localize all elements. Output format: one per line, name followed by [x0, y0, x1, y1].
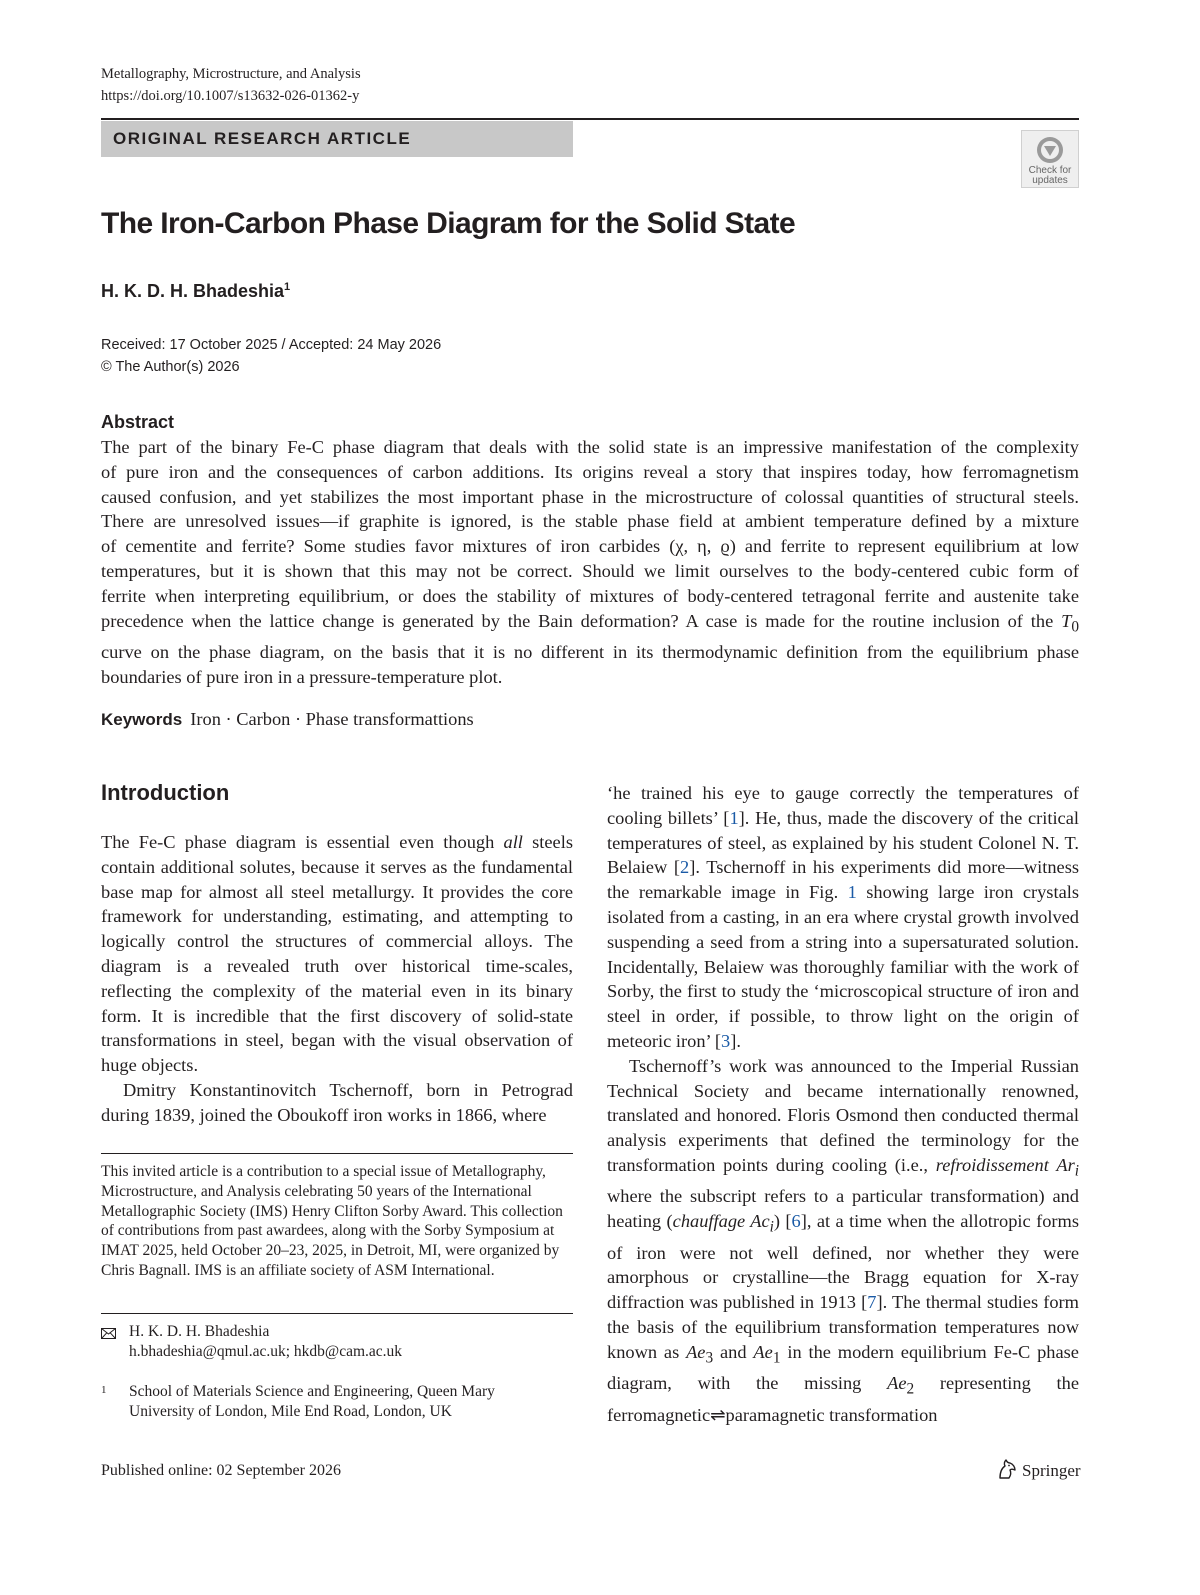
springer-logo: [996, 1458, 1081, 1484]
intro-paragraph: The Fe-C phase diagram is essential even though all steels contain additional solutes, because it serves as the fundamental base map for almost all steel metallurgy. It provides the core framework for understanding, estimating, and attempting to logically control the structures of commercial alloys. The diagram is a revealed truth over historical time-scales, reflecting the complexity of the material even in its binary form. It is incredible that the first discovery of solid-state transformations in steel, began with the visual observation of huge objects.: [101, 832, 573, 1076]
abstract-heading: Abstract: [101, 412, 175, 432]
author-affiliation-mark: 1: [284, 281, 291, 293]
abstract-line: temperatures, but it is shown that this may not be correct. Should we limit ourselves to the body-centered cubic form of: [101, 560, 1079, 581]
received-accepted-dates: Received: 17 October 2025 / Accepted: 24 May 2026: [101, 337, 442, 353]
reference-link[interactable]: 3: [721, 1030, 731, 1051]
abstract-line: curve on the phase diagram, on the basis that it is no different in its thermodynamic definition from the equilibrium phase: [101, 642, 1079, 663]
article-type-label: ORIGINAL RESEARCH ARTICLE: [101, 121, 573, 157]
abstract-body: [101, 435, 1079, 690]
intro-paragraph: Dmitry Konstantinovitch Tschernoff, born in Petrograd during 1839, joined the Oboukoff iron works in 1866, where: [101, 1079, 573, 1125]
right-column: [607, 781, 1079, 1428]
article-dates: [101, 334, 441, 378]
abstract-line: of pure iron and the consequences of carbon additions. Its origins reveal a story that inspires today, how ferromagnetism: [101, 461, 1079, 482]
special-issue-footnote: This invited article is a contribution to a special issue of Metallography, Microstructure, and Analysis celebrating 50 years of the International Metallographic Society (IMS) Henry Clifton Sorby Award. This collection of contributions from past awardees, along with the Sorby Symposium at IMAT 2025, held October 20–23, 2025, in Detroit, MI, were organized by Chris Bagnall. IMS is an affiliate society of ASM International.: [101, 1163, 563, 1279]
check-for-updates-text: Check for updates: [1028, 165, 1072, 186]
affiliation-number: 1: [101, 1384, 107, 1396]
left-column: [101, 830, 573, 1128]
keywords-label: Keywords: [101, 710, 183, 729]
author-name[interactable]: H. K. D. H. Bhadeshia: [101, 281, 285, 301]
t0-symbol: T: [1061, 610, 1072, 631]
figure-link[interactable]: 1: [847, 882, 857, 903]
abstract-line: caused confusion, and yet stabilizes the most important phase in the microstructure of colossal quantities of structural steels.: [101, 486, 1079, 507]
springer-wordmark: Springer: [1022, 1461, 1081, 1480]
affiliation-block: [101, 1382, 573, 1422]
introduction-heading: Introduction: [101, 780, 230, 805]
affiliation-line: School of Materials Science and Engineering, Queen Mary: [129, 1383, 495, 1400]
abstract-line: boundaries of pure iron in a pressure-temperature plot.: [101, 666, 503, 687]
journal-header: [101, 63, 361, 107]
abstract-line: precedence when the lattice change is generated by the Bain deformation? A case is made for the routine inclusion of the $T_0$: [101, 610, 1079, 636]
corresponding-author-emails[interactable]: h.bhadeshia@qmul.ac.uk; hkdb@cam.ac.uk: [129, 1343, 403, 1360]
check-for-updates-icon: [1035, 135, 1065, 165]
intro-paragraph: Tschernoff’s work was announced to the Imperial Russian Technical Society and became internationally renowned, translated and honored. Floris Osmond then conducted thermal analysis experiments that defined the terminology for the transformation points during cooling (i.e., refroidissement $Ar_i$ where the subscript refers to a particular transformation) and heating (chauffage $Ac_i$) [6], at a time when the allotropic forms of iron were not well defined, nor whether they were amorphous or crystalline—the Bragg equation for X-ray diffraction was published in 1913 [7]. The thermal studies form the basis of the equilibrium transformation temperatures now known as $Ae_3$ and $Ae_1$ in the modern equilibrium Fe-C phase diagram, with the missing $Ae_2$ representing the ferromagnetic⇌paramagnetic transformation: [607, 1055, 1079, 1425]
keywords-list: Iron · Carbon · Phase transformattions: [190, 709, 474, 729]
abstract-line: There are unresolved issues—if graphite is ignored, is the stable phase field at ambient temperature defined by a mixture: [101, 511, 1079, 532]
correspondence-block: [101, 1322, 573, 1362]
journal-name: Metallography, Microstructure, and Analysis: [101, 66, 361, 82]
author-line: [101, 275, 290, 303]
keywords-line: [101, 707, 474, 732]
reference-link[interactable]: 2: [680, 857, 690, 878]
springer-horse-icon: [996, 1458, 1018, 1480]
reference-link[interactable]: 6: [791, 1211, 801, 1232]
published-online-date: Published online: 02 September 2026: [101, 1462, 341, 1479]
envelope-icon: [101, 1322, 129, 1345]
abstract-line: ferrite when interpreting equilibrium, or does the stability of mixtures of body-centered tetragonal ferrite and austenite take: [101, 585, 1079, 606]
copyright-line: © The Author(s) 2026: [101, 359, 240, 375]
affiliation-line: University of London, Mile End Road, London, UK: [129, 1403, 452, 1420]
abstract-line: The part of the binary Fe-C phase diagram that deals with the solid state is an impressive manifestation of the complexity: [101, 437, 1079, 457]
intro-paragraph: ‘he trained his eye to gauge correctly the temperatures of cooling billets’ [1]. He, thus, made the discovery of the critical temperatures of steel, as explained by his student Colonel N. T. Belaiew [2]. Tschernoff in his experiments did more—witness the remarkable image in Fig. 1 showing large iron crystals isolated from a casting, in an era where crystal growth involved suspending a seed from a string into a supersaturated solution. Incidentally, Belaiew was thoroughly familiar with the work of Sorby, the first to study the ‘microscopical structure of iron and steel in order, if possible, to throw light on the origin of meteoric iron’ [3].: [607, 783, 1080, 1051]
header-rule: [101, 118, 1079, 120]
abstract-line: of cementite and ferrite? Some studies favor mixtures of iron carbides (χ, η, ϱ) and ferrite to represent equilibrium at low: [101, 536, 1079, 557]
doi-link[interactable]: https://doi.org/10.1007/s13632-026-01362-y: [101, 88, 360, 104]
t0-subscript: 0: [1071, 618, 1079, 636]
footnote-rule: [101, 1153, 573, 1154]
article-title: The Iron-Carbon Phase Diagram for the Solid State: [101, 207, 796, 240]
reference-link[interactable]: 7: [867, 1292, 877, 1313]
check-for-updates-badge[interactable]: [1021, 130, 1079, 188]
reference-link[interactable]: 1: [729, 807, 739, 828]
corresponding-author-name: H. K. D. H. Bhadeshia: [129, 1323, 270, 1340]
correspondence-rule: [101, 1313, 573, 1314]
